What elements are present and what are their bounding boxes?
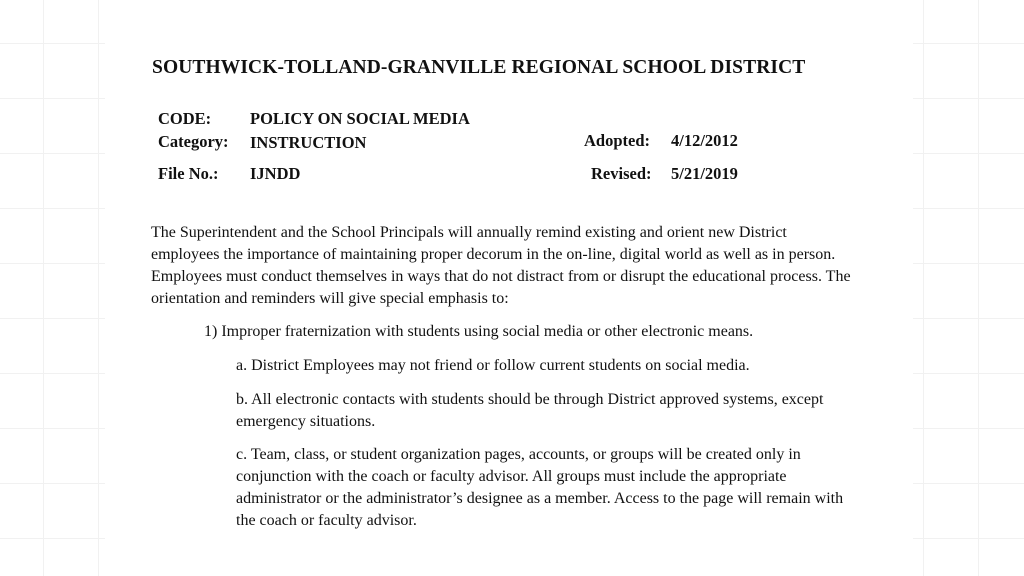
code-value: POLICY ON SOCIAL MEDIA (250, 109, 470, 128)
file-number-label: File No.: (158, 164, 219, 183)
document-title: SOUTHWICK-TOLLAND-GRANVILLE REGIONAL SCHOOL DISTRICT (152, 57, 806, 78)
sub-item-c: c. Team, class, or student organization pages, accounts, or groups will be created only in conjunction with the coach or faculty advisor. All groups must include the appropriate administrator or the administrator’s designee as a member. Access to the page will remain with the coach or faculty advisor. (236, 446, 844, 529)
revised-label: Revised: (591, 164, 652, 183)
category-label: Category: (158, 132, 229, 151)
intro-paragraph: The Superintendent and the School Principals will annually remind existing and orient new District employees the importance of maintaining proper decorum in the on-line, digital world as well as in person. Employees must conduct themselves in ways that do not distract from or disrupt the educational process. The orientation and reminders will give special emphasis to: (151, 224, 851, 307)
adopted-label: Adopted: (584, 131, 651, 150)
sub-item-b: b. All electronic contacts with students should be through District approved systems, except emergency situations. (236, 391, 824, 430)
sub-item-a: a. District Employees may not friend or follow current students on social media. (236, 357, 750, 374)
category-value: INSTRUCTION (250, 133, 367, 152)
file-number-value: IJNDD (250, 164, 301, 183)
adopted-date: 4/12/2012 (671, 131, 738, 150)
revised-date: 5/21/2019 (671, 164, 738, 183)
list-item-1: 1) Improper fraternization with students using social media or other electronic means. (204, 323, 754, 340)
code-label: CODE: (158, 109, 212, 128)
